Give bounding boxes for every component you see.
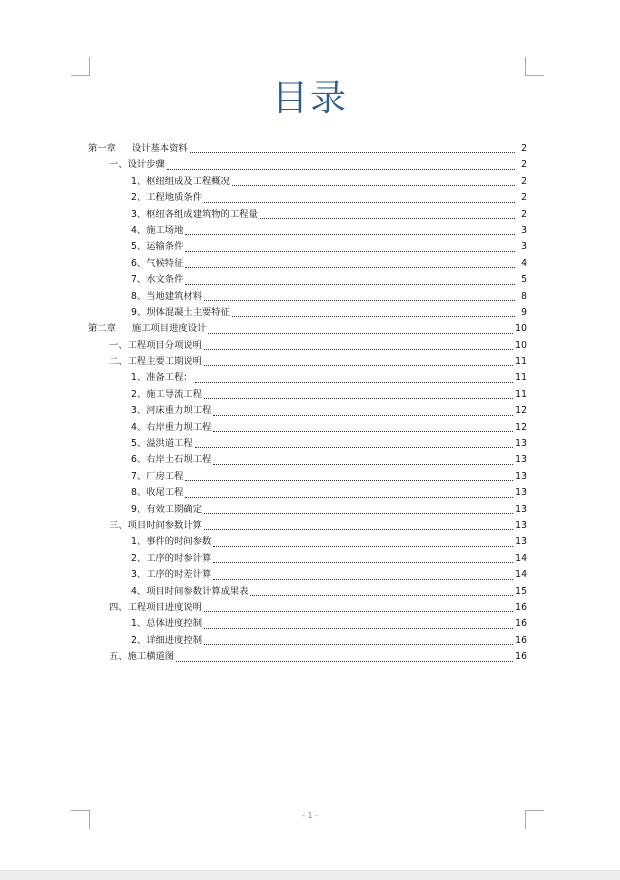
toc-entry-text	[131, 256, 183, 272]
toc-dot-leader	[232, 184, 515, 186]
toc-entry[interactable]	[88, 256, 527, 272]
toc-entry[interactable]	[88, 633, 527, 649]
toc-entry[interactable]	[88, 485, 527, 501]
toc-entry-title: 二、工程主要工期说明	[109, 356, 202, 368]
toc-entry-title: 8、收尾工程	[131, 487, 184, 499]
toc-entry-text	[131, 272, 183, 288]
toc-entry[interactable]	[88, 174, 527, 190]
toc-entry-title: 6、气候特征	[131, 257, 184, 269]
toc-entry-title: 2、施工导流工程	[131, 388, 202, 400]
toc-dot-leader	[204, 364, 513, 366]
toc-dot-leader	[204, 528, 513, 530]
toc-dot-leader	[204, 512, 513, 514]
toc-entry[interactable]	[88, 567, 527, 583]
toc-entry[interactable]	[88, 502, 527, 518]
table-of-contents	[88, 141, 527, 666]
toc-page-number: 13	[515, 519, 527, 531]
toc-page-number: 13	[515, 438, 527, 450]
toc-entry[interactable]	[88, 239, 527, 255]
toc-entry[interactable]	[88, 305, 527, 321]
page-number: - 1 -	[302, 811, 318, 820]
toc-entry-title: 3、枢纽各组成建筑物的工程量	[131, 208, 258, 220]
toc-page-number: 13	[515, 487, 527, 499]
toc-dot-leader	[167, 168, 515, 170]
toc-entry-text	[109, 338, 202, 354]
toc-entry[interactable]	[88, 272, 527, 288]
toc-entry-title: 2、工程地质条件	[131, 192, 202, 204]
toc-entry-text	[131, 370, 193, 386]
toc-entry-text	[88, 321, 206, 337]
toc-page-number: 2	[521, 175, 527, 187]
toc-page-number: 11	[515, 388, 527, 400]
toc-dot-leader	[190, 151, 515, 153]
toc-page-number: 2	[521, 142, 527, 154]
toc-entry-title: 设计基本资料	[131, 142, 188, 154]
toc-dot-leader	[185, 496, 513, 498]
toc-dot-leader	[232, 315, 515, 317]
toc-entry[interactable]	[88, 600, 527, 616]
toc-entry[interactable]	[88, 190, 527, 206]
toc-entry-text	[131, 551, 211, 567]
toc-entry-text	[131, 420, 211, 436]
toc-entry-text	[131, 502, 202, 518]
toc-dot-leader	[185, 479, 513, 481]
toc-dot-leader	[176, 660, 513, 662]
toc-entry-text	[131, 584, 248, 600]
toc-entry-title: 2、工序的时参计算	[131, 552, 212, 564]
toc-entry-text	[131, 239, 183, 255]
toc-page-number: 2	[521, 208, 527, 220]
toc-page-number: 3	[521, 224, 527, 236]
toc-entry-title: 9、有效工期确定	[131, 503, 202, 515]
toc-entry-text	[131, 190, 202, 206]
toc-page-number: 14	[515, 569, 527, 581]
toc-entry-text	[131, 305, 230, 321]
toc-entry-text	[131, 534, 211, 550]
toc-entry-title: 1、事件的时间参数	[131, 536, 212, 548]
toc-chapter-label: 第二章	[88, 323, 116, 335]
toc-entry-title: 1、准备工程：	[131, 372, 193, 384]
toc-entry-title: 三、项目时间参数计算	[109, 519, 202, 531]
toc-page-number: 13	[515, 454, 527, 466]
toc-entry-text	[131, 403, 211, 419]
toc-entry-title: 4、右岸重力坝工程	[131, 421, 212, 433]
toc-entry[interactable]	[88, 436, 527, 452]
toc-dot-leader	[185, 250, 515, 252]
toc-entry-text	[131, 174, 230, 190]
toc-entry[interactable]	[88, 518, 527, 534]
toc-entry[interactable]	[88, 370, 527, 386]
toc-chapter-label: 第一章	[88, 142, 116, 154]
toc-entry-title: 7、厂房工程	[131, 470, 184, 482]
toc-entry[interactable]	[88, 551, 527, 567]
toc-page-number: 9	[521, 306, 527, 318]
toc-page-number: 12	[515, 405, 527, 417]
toc-page-number: 16	[515, 651, 527, 663]
toc-page-number: 13	[515, 536, 527, 548]
toc-page-number: 14	[515, 552, 527, 564]
toc-entry[interactable]	[88, 420, 527, 436]
page-corner-mark-top-right	[525, 57, 544, 76]
toc-dot-leader	[213, 414, 513, 416]
toc-entry-text	[131, 485, 183, 501]
toc-page-number: 10	[515, 339, 527, 351]
toc-entry-title: 4、项目时间参数计算成果表	[131, 585, 249, 597]
page-title: 目录	[271, 78, 348, 119]
toc-dot-leader	[204, 397, 513, 399]
toc-entry[interactable]	[88, 289, 527, 305]
toc-page-number: 5	[521, 274, 527, 286]
toc-page-number: 13	[515, 470, 527, 482]
toc-dot-leader	[195, 381, 513, 383]
toc-entry[interactable]	[88, 387, 527, 403]
toc-dot-leader	[250, 594, 513, 596]
toc-page-number: 16	[515, 601, 527, 613]
toc-entry[interactable]	[88, 534, 527, 550]
toc-entry[interactable]	[88, 616, 527, 632]
toc-dot-leader	[260, 217, 515, 219]
toc-page-number: 16	[515, 634, 527, 646]
toc-dot-leader	[204, 627, 513, 629]
toc-entry-text	[88, 141, 188, 157]
toc-entry-title: 施工项目进度设计	[131, 323, 207, 335]
toc-dot-leader	[213, 430, 513, 432]
toc-entry[interactable]	[88, 321, 527, 337]
toc-entry-title: 6、右岸土石坝工程	[131, 454, 212, 466]
toc-entry[interactable]	[88, 223, 527, 239]
toc-dot-leader	[185, 233, 515, 235]
toc-entry-text	[131, 289, 202, 305]
toc-entry[interactable]	[88, 584, 527, 600]
toc-dot-leader	[204, 201, 515, 203]
toc-entry-title: 9、坝体混凝土主要特征	[131, 306, 230, 318]
toc-entry-title: 1、枢纽组成及工程概况	[131, 175, 230, 187]
toc-entry-title: 一、工程项目分项说明	[109, 339, 202, 351]
toc-entry-title: 五、施工横道图	[109, 651, 175, 663]
toc-dot-leader	[185, 266, 515, 268]
toc-dot-leader	[204, 348, 513, 350]
toc-entry-text	[109, 649, 174, 665]
toc-page-number: 11	[515, 356, 527, 368]
toc-entry-text	[131, 387, 202, 403]
toc-entry-title: 5、运输条件	[131, 241, 184, 253]
toc-entry-title: 4、施工场地	[131, 224, 184, 236]
toc-entry-title: 7、水文条件	[131, 274, 184, 286]
toc-entry-text	[109, 354, 202, 370]
toc-entry-text	[131, 223, 183, 239]
toc-entry-title: 5、溢洪道工程	[131, 438, 193, 450]
toc-entry-text	[131, 207, 258, 223]
toc-entry-title: 3、工序的时差计算	[131, 569, 212, 581]
toc-page-number: 16	[515, 618, 527, 630]
toc-entry[interactable]	[88, 452, 527, 468]
toc-dot-leader	[213, 561, 513, 563]
toc-entry[interactable]	[88, 338, 527, 354]
toc-entry-text	[131, 452, 211, 468]
toc-entry[interactable]	[88, 157, 527, 173]
toc-dot-leader	[195, 446, 513, 448]
toc-dot-leader	[213, 545, 513, 547]
toc-entry-text	[131, 469, 183, 485]
toc-entry-title: 一、设计步骤	[109, 159, 165, 171]
toc-dot-leader	[213, 463, 513, 465]
toc-entry[interactable]	[88, 469, 527, 485]
toc-entry-title: 8、当地建筑材料	[131, 290, 202, 302]
toc-entry-title: 3、河床重力坝工程	[131, 405, 212, 417]
toc-entry[interactable]	[88, 354, 527, 370]
toc-entry-text	[131, 567, 211, 583]
toc-page-number: 11	[515, 372, 527, 384]
toc-entry[interactable]	[88, 207, 527, 223]
toc-page-number: 13	[515, 503, 527, 515]
toc-entry-text	[131, 436, 193, 452]
toc-entry-text	[109, 157, 165, 173]
toc-page-number: 4	[521, 257, 527, 269]
toc-page-number: 2	[521, 159, 527, 171]
toc-dot-leader	[208, 332, 513, 334]
toc-dot-leader	[204, 299, 515, 301]
toc-entry-text	[131, 616, 202, 632]
toc-page-number: 2	[521, 192, 527, 204]
toc-entry-title: 1、总体进度控制	[131, 618, 202, 630]
toc-entry-text	[109, 600, 202, 616]
toc-dot-leader	[213, 578, 513, 580]
toc-entry[interactable]	[88, 141, 527, 157]
toc-entry-text	[131, 633, 202, 649]
toc-page-number: 3	[521, 241, 527, 253]
toc-page-number: 10	[515, 323, 527, 335]
toc-page-number: 15	[515, 585, 527, 597]
toc-entry-title: 四、工程项目进度说明	[109, 601, 202, 613]
toc-dot-leader	[185, 283, 515, 285]
toc-entry[interactable]	[88, 403, 527, 419]
toc-entry-title: 2、详细进度控制	[131, 634, 202, 646]
toc-dot-leader	[204, 610, 513, 612]
toc-dot-leader	[204, 643, 513, 645]
toc-page-number: 12	[515, 421, 527, 433]
toc-entry-text	[109, 518, 202, 534]
toc-page-number: 8	[521, 290, 527, 302]
page-corner-mark-top-left	[71, 57, 90, 76]
toc-entry[interactable]	[88, 649, 527, 665]
